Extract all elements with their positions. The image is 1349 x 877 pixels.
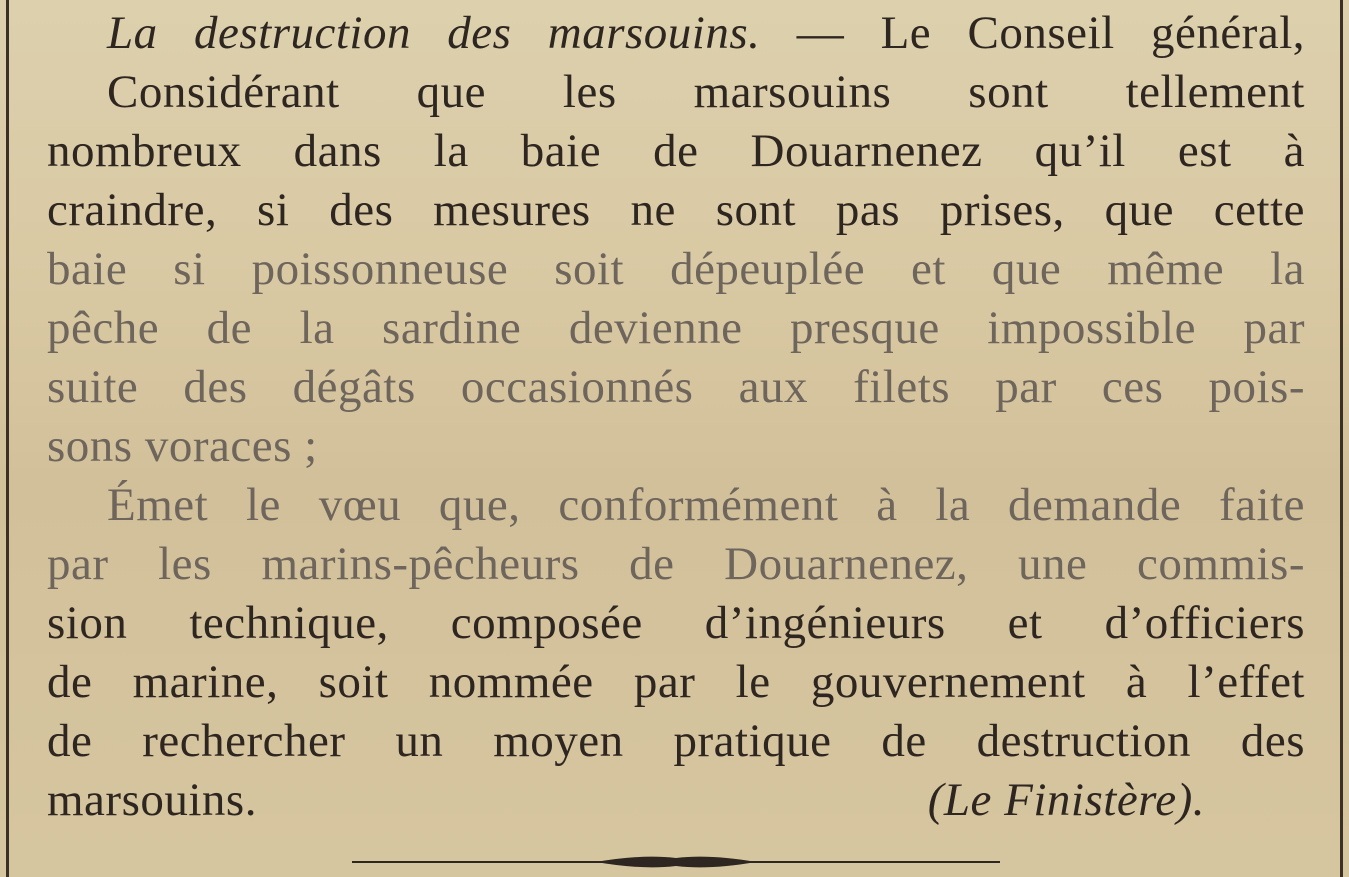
text-line: Émet le vœu que, conformément à la demande faite — [107, 479, 1305, 531]
article-heading-line — [47, 4, 1305, 63]
text-line: par les marins-pêcheurs de Douarnenez, une commis- — [47, 538, 1305, 590]
text-line: sons voraces ; — [47, 420, 318, 472]
text-line: nombreux dans la baie de Douarnenez qu’il est à — [47, 125, 1305, 177]
text-line: Considérant que les marsouins sont tellement — [107, 66, 1305, 118]
closing-line — [47, 771, 1305, 830]
text-line: baie si poissonneuse soit dépeuplée et que même la — [47, 243, 1305, 295]
divider-ornament — [352, 850, 1000, 874]
column-rule-right — [1340, 0, 1343, 877]
text-line: marsouins. — [47, 774, 257, 826]
text-line: suite des dégâts occasionnés aux filets par ces pois- — [47, 361, 1305, 413]
column-rule-left — [6, 0, 9, 877]
article-source: (Le Finistère). — [927, 774, 1205, 826]
article-title: La destruction des marsouins. — [107, 7, 761, 59]
article-body — [47, 4, 1305, 830]
text-line: de marine, soit nommée par le gouvernement à l’effet — [47, 656, 1305, 708]
text-line: pêche de la sardine devienne presque impossible par — [47, 302, 1305, 354]
text-line: craindre, si des mesures ne sont pas prises, que cette — [47, 184, 1305, 236]
text-line: sion technique, composée d’ingénieurs et d’officiers — [47, 597, 1305, 649]
text-line: de rechercher un moyen pratique de destruction des — [47, 715, 1305, 767]
article-title-rest: — Le Conseil général, — [760, 7, 1306, 59]
